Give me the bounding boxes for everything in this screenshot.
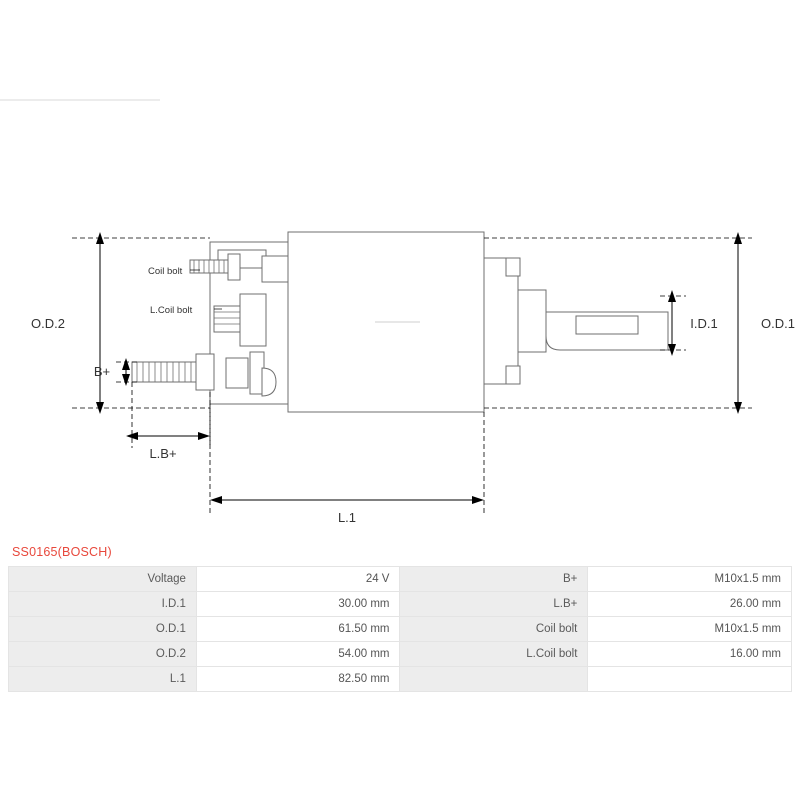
spec-label: L.1 xyxy=(9,667,197,692)
spec-empty-value xyxy=(588,667,792,692)
center-boss xyxy=(240,294,266,346)
dimension-l1 xyxy=(210,404,484,525)
spec-value: 54.00 mm xyxy=(196,642,400,667)
spec-value: 24 V xyxy=(196,567,400,592)
spec-value: 82.50 mm xyxy=(196,667,400,692)
right-flange-tab-bottom xyxy=(506,366,520,384)
dimension-id1 xyxy=(660,290,718,356)
table-row xyxy=(9,567,792,592)
label-od1: O.D.1 xyxy=(761,316,795,331)
spec-label: L.B+ xyxy=(400,592,588,617)
label-id1: I.D.1 xyxy=(690,316,718,331)
spec-value: 30.00 mm xyxy=(196,592,400,617)
table-row xyxy=(9,617,792,642)
label-od2: O.D.2 xyxy=(31,316,65,331)
spec-label: O.D.2 xyxy=(9,642,197,667)
spec-value: 61.50 mm xyxy=(196,617,400,642)
label-lbplus: L.B+ xyxy=(149,446,177,461)
table-row xyxy=(9,592,792,617)
dimension-od2 xyxy=(31,232,210,414)
label-coil-bolt: Coil bolt xyxy=(148,266,183,277)
right-flange xyxy=(484,258,518,384)
spec-label: B+ xyxy=(400,567,588,592)
solenoid-body-group xyxy=(132,232,668,412)
table-row xyxy=(9,667,792,692)
spec-label: O.D.1 xyxy=(9,617,197,642)
b-plus-terminal xyxy=(132,354,214,390)
plunger-collar xyxy=(518,290,546,352)
spec-value: 26.00 mm xyxy=(588,592,792,617)
spec-label: Coil bolt xyxy=(400,617,588,642)
label-bplus: B+ xyxy=(93,364,111,379)
right-flange-tab-top xyxy=(506,258,520,276)
spec-value: M10x1.5 mm xyxy=(588,567,792,592)
spec-label: L.Coil bolt xyxy=(400,642,588,667)
spec-empty-label xyxy=(400,667,588,692)
label-l1: L.1 xyxy=(337,510,357,525)
specifications-table xyxy=(8,566,792,692)
spec-label: Voltage xyxy=(9,567,197,592)
lower-detail-block xyxy=(226,358,248,388)
part-number-title: SS0165(BOSCH) xyxy=(12,545,112,559)
plunger-slot xyxy=(576,316,638,334)
dimension-lbplus xyxy=(126,382,210,461)
spec-value: M10x1.5 mm xyxy=(588,617,792,642)
spec-value: 16.00 mm xyxy=(588,642,792,667)
cap-top-bracket xyxy=(262,256,288,282)
spec-label: I.D.1 xyxy=(9,592,197,617)
table-row xyxy=(9,642,792,667)
label-lcoil-bolt: L.Coil bolt xyxy=(150,305,193,316)
